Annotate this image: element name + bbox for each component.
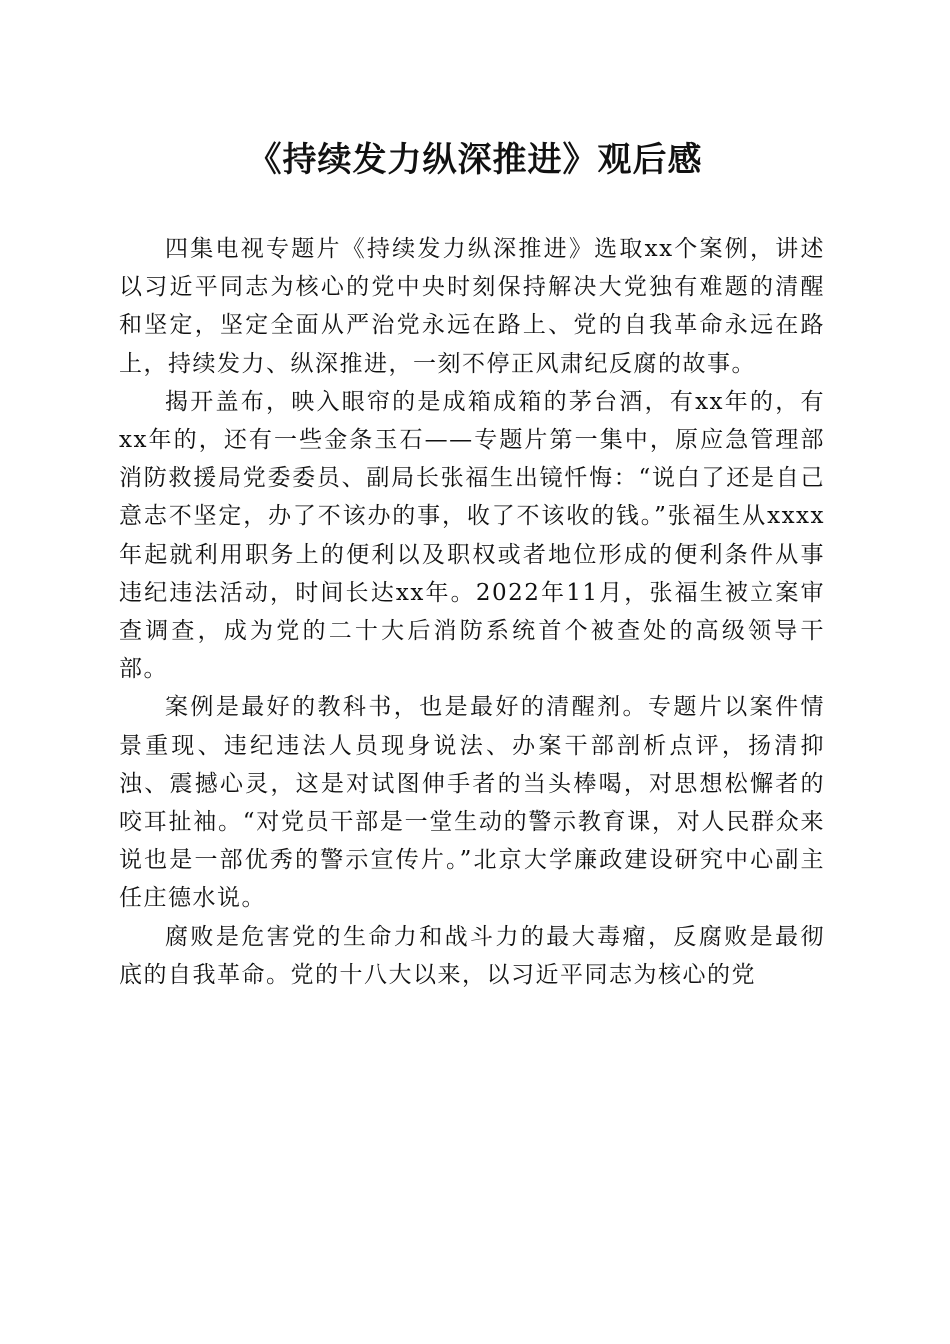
paragraph-intro: 四集电视专题片《持续发力纵深推进》选取xx个案例，讲述以习近平同志为核心的党中央时刻保持解决大党独有难题的清醒和坚定，坚定全面从严治党永远在路上、党的自我革命永远在路上，持续发力、纵深推进，一刻不停正风肃纪反腐的故事。 [119, 236, 825, 377]
document-title: 《持续发力纵深推进》观后感 [247, 140, 703, 180]
paragraph-case-zhang: 揭开盖布，映入眼帘的是成箱成箱的茅台酒，有xx年的，有xx年的，还有一些金条玉石——专题片第一集中，原应急管理部消防救援局党委委员、副局长张福生出镜忏悔：“说白了还是自己意志不坚定，办了不该办的事，收了不该收的钱。”张福生从xxxx年起就利用职务上的便利以及职权或者地位形成的便利条件从事违纪违法活动，时间长达xx年。2022年11月，张福生被立案审查调查，成为党的二十大后消防系统首个被查处的高级领导干部。 [119, 388, 825, 683]
document-body [119, 230, 825, 994]
paragraph-textbook: 案例是最好的教科书，也是最好的清醒剂。专题片以案件情景重现、违纪违法人员现身说法、办案干部剖析点评，扬清抑浊、震撼心灵，这是对试图伸手者的当头棒喝，对思想松懈者的咬耳扯袖。“对党员干部是一堂生动的警示教育课，对人民群众来说也是一部优秀的警示宣传片。”北京大学廉政建设研究中心副主任庄德水说。 [119, 694, 825, 912]
paragraph-anticorruption: 腐败是危害党的生命力和战斗力的最大毒瘤，反腐败是最彻底的自我革命。党的十八大以来，以习近平同志为核心的党 [119, 923, 825, 988]
